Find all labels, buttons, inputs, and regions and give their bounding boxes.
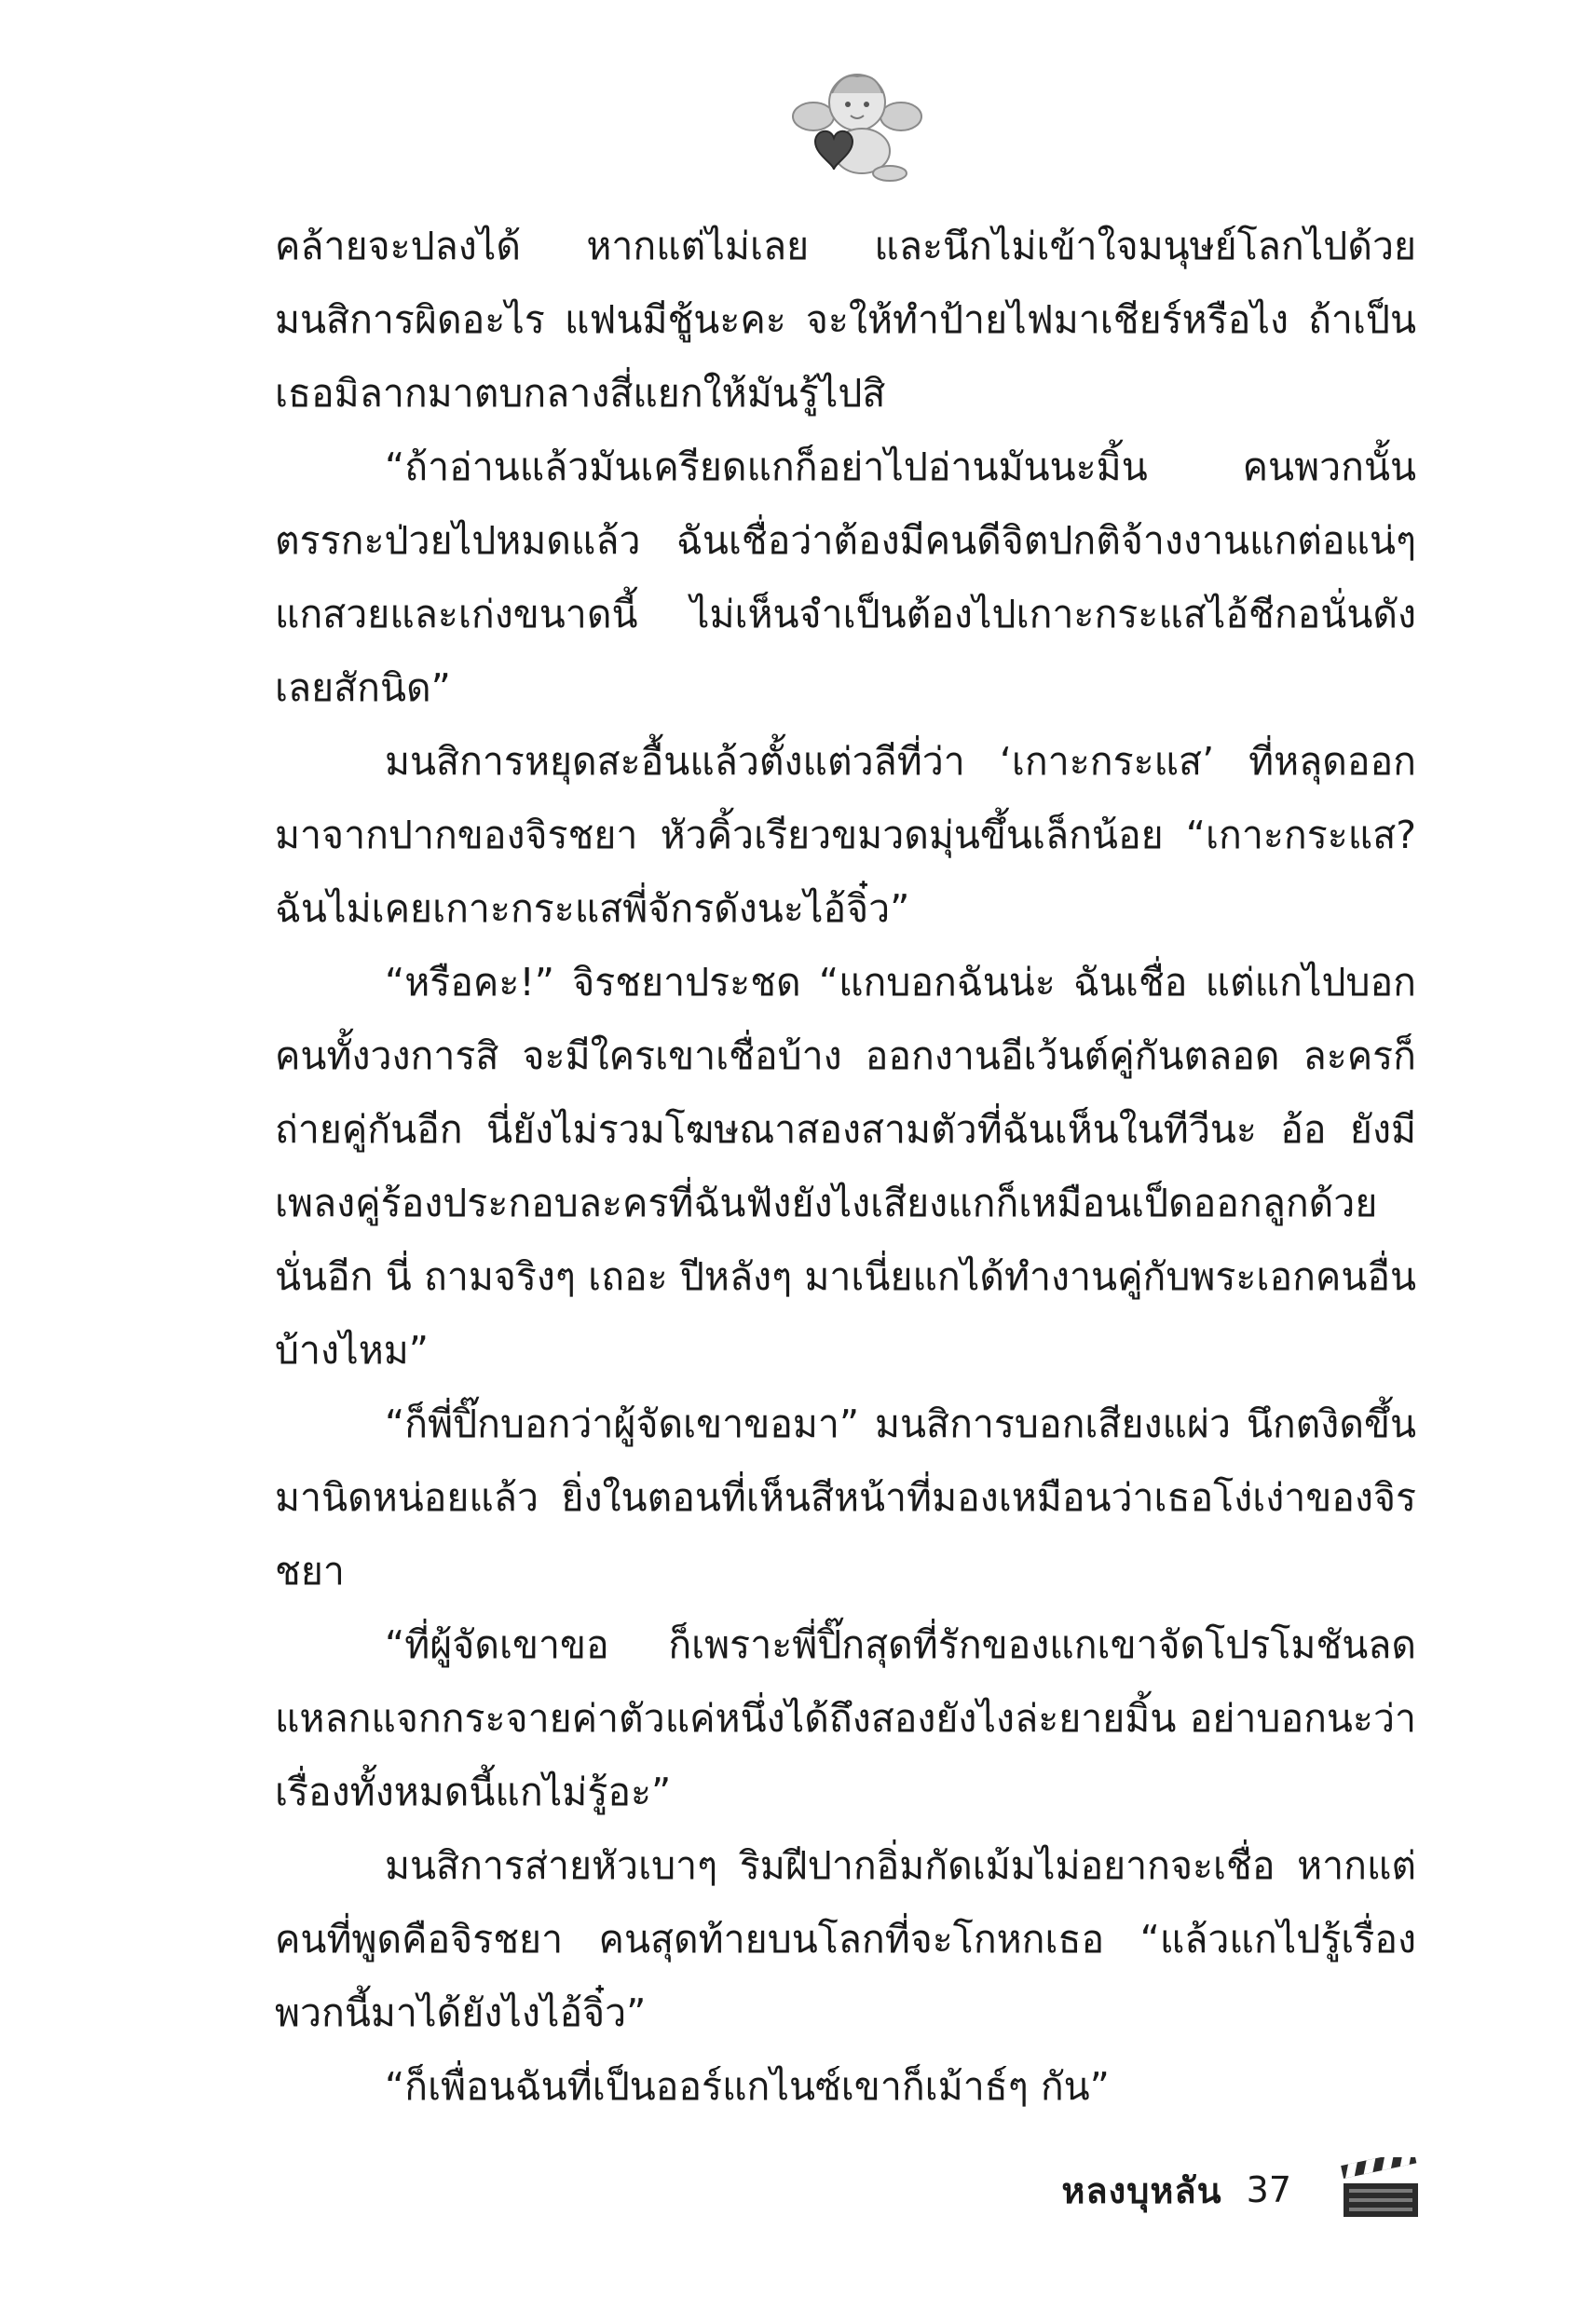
book-title: หลงบุหลัน	[1061, 2169, 1222, 2211]
paragraph-6: “ที่ผู้จัดเขาขอ ก็เพราะพี่ปิ๊กสุดที่รักของแกเขาจัดโปรโมชันลดแหลกแจกกระจายค่าตัวแค่หนึ่งได้ถึงสองยังไงล่ะยายมิ้น อย่าบอกนะว่าเรื่องทั้งหมดนี้แกไม่รู้อะ”	[275, 1622, 1416, 1814]
clapperboard-icon	[1338, 2157, 1424, 2222]
paragraph-2: “ถ้าอ่านแล้วมันเครียดแกก็อย่าไปอ่านมันนะมิ้น คนพวกนั้นตรรกะป่วยไปหมดแล้ว ฉันเชื่อว่าต้องมีคนดีจิตปกติจ้างงานแกต่อแน่ๆ แกสวยและเก่งขนาดนี้ ไม่เห็นจำเป็นต้องไปเกาะกระแสไอ้ชีกอนั่นดังเลยสักนิด”	[275, 444, 1416, 710]
paragraph-7: มนสิการส่ายหัวเบาๆ ริมฝีปากอิ่มกัดเม้มไม่อยากจะเชื่อ หากแต่คนที่พูดคือจิรชยา คนสุดท้ายบนโลกที่จะโกหกเธอ “แล้วแกไปรู้เรื่องพวกนี้มาได้ยังไงไอ้จิ๋ว”	[275, 1843, 1416, 2035]
paragraph-3: มนสิการหยุดสะอื้นแล้วตั้งแต่วลีที่ว่า ‘เกาะกระแส’ ที่หลุดออกมาจากปากของจิรชยา หัวคิ้วเรียวขมวดมุ่นขึ้นเล็กน้อย “เกาะกระแส? ฉันไม่เคยเกาะกระแสพี่จักรดังนะไอ้จิ๋ว”	[275, 739, 1416, 931]
paragraph-4: “หรือคะ!” จิรชยาประชด “แกบอกฉันน่ะ ฉันเชื่อ แต่แกไปบอกคนทั้งวงการสิ จะมีใครเขาเชื่อบ้าง ออกงานอีเว้นต์คู่กันตลอด ละครก็ถ่ายคู่กันอีก นี่ยังไม่รวมโฆษณาสองสามตัวที่ฉันเห็นในทีวีนะ อ้อ ยังมีเพลงคู่ร้องประกอบละครที่ฉันฟังยังไงเสียงแกก็เหมือนเป็ดออกลูกด้วยนั่นอีก นี่ ถามจริงๆ เถอะ ปีหลังๆ มาเนี่ยแกได้ทำงานคู่กับพระเอกคนอื่นบ้างไหม”	[275, 960, 1416, 1373]
cupid-heart-icon	[787, 65, 927, 186]
paragraph-8: “ก็เพื่อนฉันที่เป็นออร์แกไนซ์เขาก็เม้าธ์ๆ กัน”	[385, 2064, 1110, 2109]
page-footer	[1061, 2153, 1424, 2227]
paragraph-1: คล้ายจะปลงได้ หากแต่ไม่เลย และนึกไม่เข้าใจมนุษย์โลกไปด้วย มนสิการผิดอะไร แฟนมีชู้นะคะ จะให้ทำป้ายไฟมาเชียร์หรือไง ถ้าเป็นเธอมิลากมาตบกลางสี่แยกให้มันรู้ไปสิ	[275, 224, 1416, 416]
body-text	[275, 210, 1416, 2124]
page-number: 37	[1246, 2169, 1291, 2210]
paragraph-5: “ก็พี่ปิ๊กบอกว่าผู้จัดเขาขอมา” มนสิการบอกเสียงแผ่ว นึกตงิดขึ้นมานิดหน่อยแล้ว ยิ่งในตอนที่เห็นสีหน้าที่มองเหมือนว่าเธอโง่เง่าของจิรชยา	[275, 1402, 1416, 1593]
